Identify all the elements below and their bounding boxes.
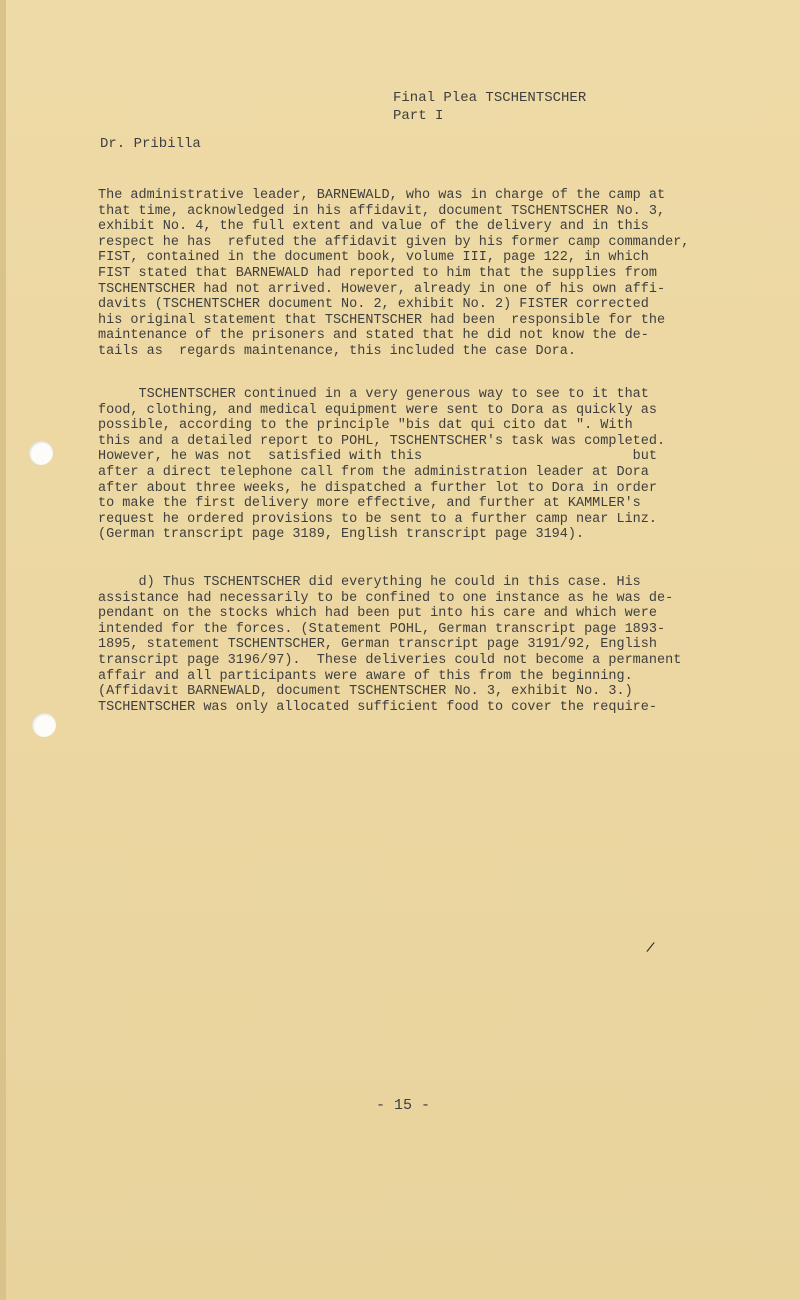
text-line: FIST stated that BARNEWALD had reported to him that the supplies from bbox=[98, 265, 657, 281]
text-line: (German transcript page 3189, English transcript page 3194). bbox=[98, 527, 585, 543]
text-line: possible, according to the principle "bis dat qui cito dat ". With bbox=[98, 418, 633, 434]
text-line: TSCHENTSCHER was only allocated sufficient food to cover the require- bbox=[98, 699, 657, 715]
paragraph-3 bbox=[98, 575, 710, 715]
text-line: to make the first delivery more effective, and further at KAMMLER's bbox=[98, 496, 641, 512]
text-line: after about three weeks, he dispatched a further lot to Dora in order bbox=[98, 480, 657, 496]
speaker-name: Dr. Pribilla bbox=[100, 136, 201, 152]
text-line: pendant on the stocks which had been put into his care and which were bbox=[98, 606, 657, 622]
heading-part: Part I bbox=[393, 108, 444, 124]
text-line: The administrative leader, BARNEWALD, who was in charge of the camp at bbox=[98, 188, 666, 203]
text-line: FIST, contained in the document book, volume III, page 122, in which bbox=[98, 250, 649, 266]
text-line: 1895, statement TSCHENTSCHER, German transcript page 3191/92, English bbox=[98, 637, 657, 653]
punch-hole-bottom bbox=[32, 713, 56, 737]
text-line: this and a detailed report to POHL, TSCHENTSCHER's task was completed. bbox=[98, 433, 666, 449]
text-line: food, clothing, and medical equipment were sent to Dora as quickly as bbox=[98, 402, 657, 418]
text-line: that time, acknowledged in his affidavit, document TSCHENTSCHER No. 3, bbox=[98, 203, 666, 219]
text-line: his original statement that TSCHENTSCHER had been responsible for the bbox=[98, 312, 666, 328]
text-line: d) Thus TSCHENTSCHER did everything he could in this case. His bbox=[98, 575, 641, 590]
text-line: intended for the forces. (Statement POHL, German transcript page 1893- bbox=[98, 621, 666, 637]
text-line: TSCHENTSCHER continued in a very generous way to see to it that bbox=[98, 387, 649, 402]
text-line: davits (TSCHENTSCHER document No. 2, exhibit No. 2) FISTER corrected bbox=[98, 297, 649, 313]
text-line: request he ordered provisions to be sent to a further camp near Linz. bbox=[98, 511, 657, 527]
page-edge bbox=[0, 0, 6, 1300]
heading-title: Final Plea TSCHENTSCHER bbox=[393, 90, 587, 106]
text-line: TSCHENTSCHER had not arrived. However, already in one of his own affi- bbox=[98, 281, 666, 297]
text-line: maintenance of the prisoners and stated that he did not know the de- bbox=[98, 328, 649, 344]
punch-hole-top bbox=[29, 441, 53, 465]
text-line: transcript page 3196/97). These deliveries could not become a permanent bbox=[98, 652, 682, 668]
text-line: tails as regards maintenance, this included the case Dora. bbox=[98, 343, 576, 359]
paragraph-2 bbox=[98, 387, 710, 543]
page-number: - 15 - bbox=[376, 1097, 431, 1114]
text-line: affair and all participants were aware of this from the beginning. bbox=[98, 668, 633, 684]
text-line: assistance had necessarily to be confined to one instance as he was de- bbox=[98, 590, 674, 606]
document-heading bbox=[393, 89, 586, 125]
text-line: (Affidavit BARNEWALD, document TSCHENTSCHER No. 3, exhibit No. 3.) bbox=[98, 684, 633, 700]
text-line: However, he was not satisfied with this but bbox=[98, 449, 657, 465]
paragraph-1 bbox=[98, 188, 710, 360]
stray-pen-mark: / bbox=[644, 940, 656, 958]
text-line: exhibit No. 4, the full extent and value of the delivery and in this bbox=[98, 219, 649, 235]
text-line: respect he has refuted the affidavit given by his former camp commander, bbox=[98, 234, 690, 250]
text-line: after a direct telephone call from the administration leader at Dora bbox=[98, 464, 649, 480]
